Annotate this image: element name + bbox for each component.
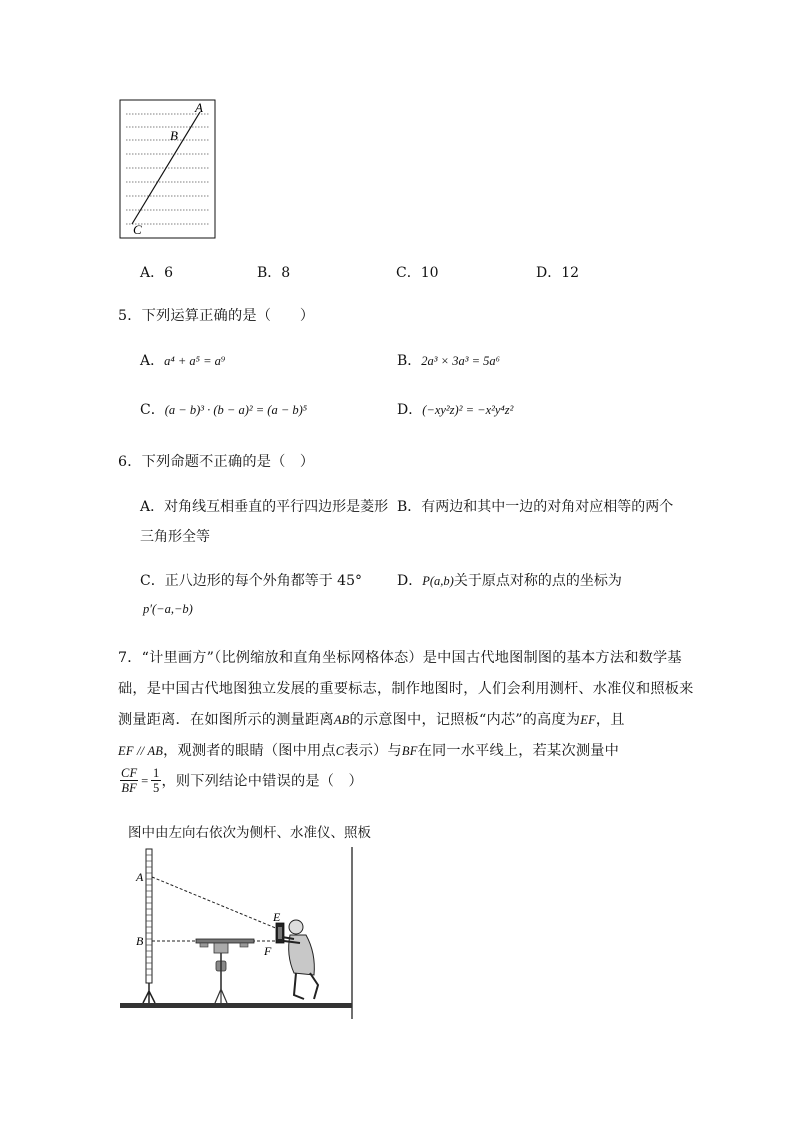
fig-label-a: A [136,870,144,884]
q4-option-d[interactable]: D．12 [536,265,580,281]
q4-option-b[interactable]: B．8 [257,265,291,281]
q7-line-1: 7．“计里画方”（比例缩放和直角坐标网格体态）是中国古代地图制图的基本方法和数学基 [118,650,682,666]
q7-line-2: 础，是中国古代地图独立发展的重要标志，制作地图时，人们会利用测杆、水准仪和照板来 [118,681,694,697]
sighting-board [276,923,284,943]
surveying-figure [118,843,358,1023]
q4-option-a[interactable]: A．6 [140,265,174,281]
point-c-label: C [133,222,142,237]
q5-stem: 5．下列运算正确的是（ ） [118,308,315,324]
q6-option-b[interactable]: B．有两边和其中一边的对角对应相等的两个 [397,499,674,515]
q6-d-point: P(a,b) [422,574,454,588]
q7-line-4: EF // AB，观测者的眼睛（图中用点C表示）与BF在同一水平线上，若某次测量中 [118,743,619,759]
fig-label-e: E [273,910,281,924]
q5-a-expr: a⁴ + a⁵ = a⁹ [164,354,226,368]
q5-option-c[interactable]: C．(a − b)³ · (b − a)² = (a − b)⁵ [140,402,308,418]
q6-option-b-continued: 三角形全等 [140,529,210,545]
q7-line-5: $\frac{CF}{BF}$ = $\frac{1}{5}$ ，则下列结论中错误的是（ ） [121,766,363,795]
q6-option-a[interactable]: A．对角线互相垂直的平行四边形是菱形 [140,499,389,515]
q7-line-3: 测量距离．在如图所示的测量距离AB的示意图中，记照板“内芯”的高度为EF，且 [118,712,625,728]
q6-option-c[interactable]: C．正八边形的每个外角都等于 45° [140,573,362,589]
q5-option-a[interactable]: A．a⁴ + a⁵ = a⁹ [140,353,226,369]
fig-label-b: B [136,934,144,948]
q5-option-b[interactable]: B．2a³ × 3a³ = 5a⁶ [397,353,501,369]
fraction-cf-bf: $\frac{CF}{BF}$ [121,766,138,795]
q5-b-expr: 2a³ × 3a³ = 5a⁶ [421,354,501,368]
q4-option-c[interactable]: C．10 [396,265,439,281]
fig-label-f: F [264,944,272,958]
q5-d-expr: (−xy²z)² = −x²y⁴z² [422,403,514,417]
observer-figure [282,920,318,999]
ruled-lines-figure [118,98,218,241]
measuring-pole [143,849,155,1003]
point-a-label: A [195,100,203,115]
fraction-one-fifth: $\frac{1}{5}$ [153,766,160,795]
figure-caption: 图中由左向右依次为侧杆、水准仪、照板 [128,825,371,841]
point-b-label: B [170,128,178,143]
q5-option-d[interactable]: D．(−xy²z)² = −x²y⁴z² [397,402,514,418]
q6-stem: 6．下列命题不正确的是（ ） [118,454,315,470]
q6-option-d-answer: p′(−a,−b) [143,602,193,616]
level-instrument [196,939,254,1003]
q6-option-d[interactable]: D．P(a,b)关于原点对称的点的坐标为 [397,573,622,589]
q5-c-expr: (a − b)³ · (b − a)² = (a − b)⁵ [164,403,308,417]
